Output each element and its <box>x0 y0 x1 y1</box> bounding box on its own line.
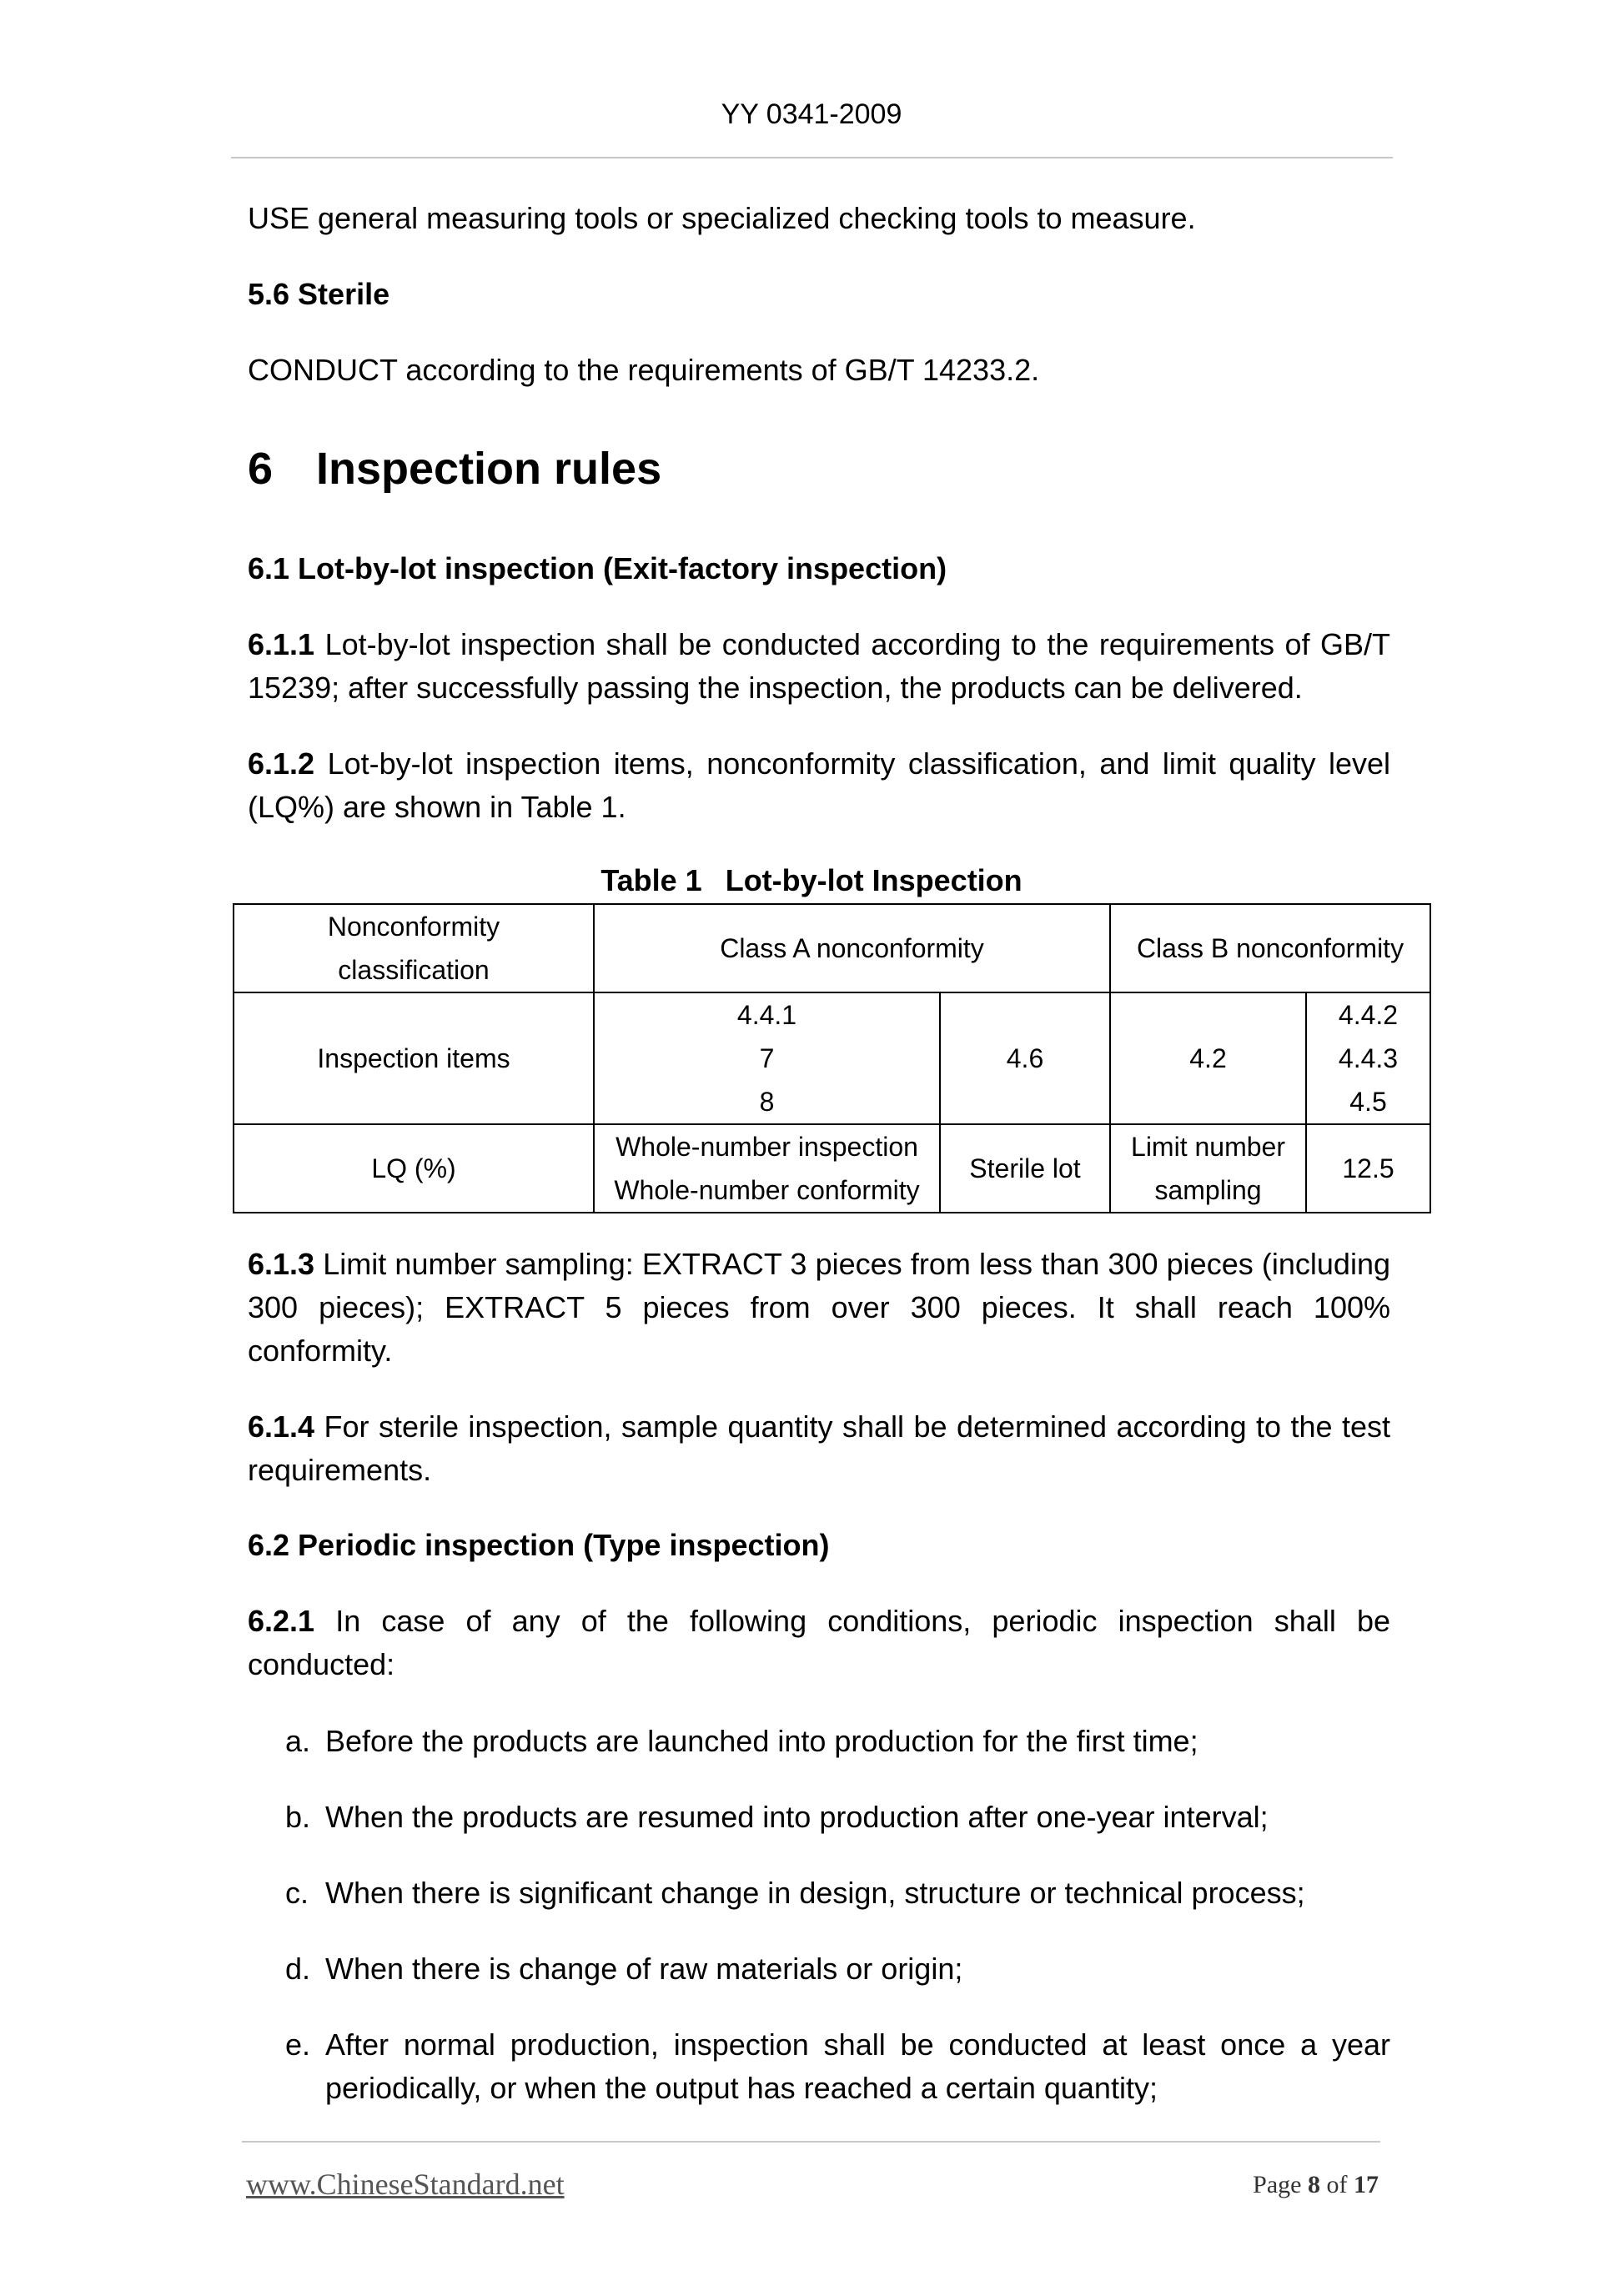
heading-6-1: 6.1 Lot-by-lot inspection (Exit-factory inspection) <box>248 551 947 585</box>
table-cell-class-b-item: 4.2 <box>1110 992 1306 1124</box>
table-cell-class-a: Class A nonconformity <box>594 904 1110 992</box>
of-word: of <box>1326 2171 1348 2198</box>
table-caption <box>0 859 1623 902</box>
cell-line: 4.4.2 <box>1338 1000 1399 1030</box>
clause-text: For sterile inspection, sample quantity shall be determined according to the test requirements. <box>248 1409 1391 1487</box>
cell-line: 8 <box>759 1087 775 1117</box>
heading-6-number: 6 <box>248 444 274 494</box>
clause-number: 6.1.2 <box>248 746 315 781</box>
paragraph-6-2-1 <box>248 1600 1390 1686</box>
table-cell-class-a-items <box>594 992 940 1124</box>
clause-text: Lot-by-lot inspection shall be conducted according to the requirements of GB/T 15239; after successfully passing the inspection, the products can be delivered. <box>248 627 1390 705</box>
heading-6-title: Inspection rules <box>316 444 662 494</box>
table-cell-class-b: Class B nonconformity <box>1110 904 1430 992</box>
table-cell-sterile-lot: Sterile lot <box>940 1124 1110 1213</box>
cell-line: classification <box>338 955 490 985</box>
footer-divider <box>242 2141 1380 2143</box>
paragraph-conduct: CONDUCT according to the requirements of GB/T 14233.2. <box>248 353 1040 387</box>
table-cell-classification-label <box>234 904 594 992</box>
table-cell-whole-number <box>594 1124 940 1213</box>
heading-6-2: 6.2 Periodic inspection (Type inspection) <box>248 1528 830 1562</box>
list-text: When the products are resumed into production after one-year interval; <box>325 1800 1269 1834</box>
table-row <box>234 1124 1430 1213</box>
list-letter: c. <box>285 1876 309 1910</box>
clause-number: 6.1.1 <box>248 627 315 661</box>
paragraph-use-tools: USE general measuring tools or specialized checking tools to measure. <box>248 201 1196 235</box>
header-divider <box>231 157 1393 158</box>
inspection-table <box>233 903 1431 1213</box>
document-code-header: YY 0341-2009 <box>721 98 902 130</box>
table-row <box>234 992 1430 1124</box>
table-row <box>234 904 1430 992</box>
table-caption-number: Table 1 <box>600 863 702 897</box>
table-cell-class-b-items <box>1306 992 1430 1124</box>
clause-text: Limit number sampling: EXTRACT 3 pieces from less than 300 pieces (including 300 pieces); EXTRACT 5 pieces from over 300 pieces. It shall reach 100% conformity. <box>248 1247 1390 1368</box>
list-letter: e. <box>285 2027 311 2062</box>
table-cell-sterile-item: 4.6 <box>940 992 1110 1124</box>
list-text: Before the products are launched into production for the first time; <box>325 1724 1198 1758</box>
page-indicator <box>1253 2171 1379 2199</box>
cell-line: Limit number <box>1131 1132 1285 1162</box>
cell-line: Nonconformity <box>327 912 500 942</box>
cell-line: Whole-number inspection <box>616 1132 918 1162</box>
page-word: Page <box>1253 2171 1302 2198</box>
clause-text: Lot-by-lot inspection items, nonconformity classification, and limit quality level (LQ%) are shown in Table 1. <box>248 746 1390 824</box>
cell-line: Whole-number conformity <box>614 1175 920 1205</box>
cell-line: 4.5 <box>1349 1087 1387 1117</box>
table-caption-title: Lot-by-lot Inspection <box>725 863 1023 897</box>
list-text: When there is change of raw materials or origin; <box>325 1952 963 1986</box>
heading-6 <box>248 442 1390 495</box>
list-letter: a. <box>285 1724 311 1758</box>
list-text: When there is significant change in design, structure or technical process; <box>325 1876 1305 1910</box>
paragraph-6-1-2 <box>248 742 1390 829</box>
cell-line: 4.4.3 <box>1338 1043 1399 1073</box>
list-text: After normal production, inspection shall be conducted at least once a year periodically, or when the output has reached a certain quantity; <box>325 2027 1390 2105</box>
page-number: 8 <box>1308 2171 1320 2198</box>
table-cell-limit-number <box>1110 1124 1306 1213</box>
clause-number: 6.2.1 <box>248 1604 315 1638</box>
website-link[interactable]: www.ChineseStandard.net <box>246 2168 565 2201</box>
clause-number: 6.1.4 <box>248 1409 315 1444</box>
table-cell-lq-label: LQ (%) <box>234 1124 594 1213</box>
table-cell-lq-value: 12.5 <box>1306 1124 1430 1213</box>
cell-line: 7 <box>759 1043 775 1073</box>
clause-text: In case of any of the following conditions, periodic inspection shall be conducted: <box>248 1604 1390 1681</box>
list-letter: b. <box>285 1800 311 1834</box>
list-letter: d. <box>285 1952 311 1986</box>
paragraph-6-1-4 <box>248 1405 1390 1492</box>
table-cell-inspection-items-label: Inspection items <box>234 992 594 1124</box>
cell-line: 4.4.1 <box>736 1000 797 1030</box>
heading-5-6: 5.6 Sterile <box>248 277 390 311</box>
clause-number: 6.1.3 <box>248 1247 315 1281</box>
cell-line: sampling <box>1154 1175 1262 1205</box>
paragraph-6-1-3 <box>248 1243 1390 1373</box>
paragraph-6-1-1 <box>248 623 1390 710</box>
total-pages: 17 <box>1354 2171 1379 2198</box>
